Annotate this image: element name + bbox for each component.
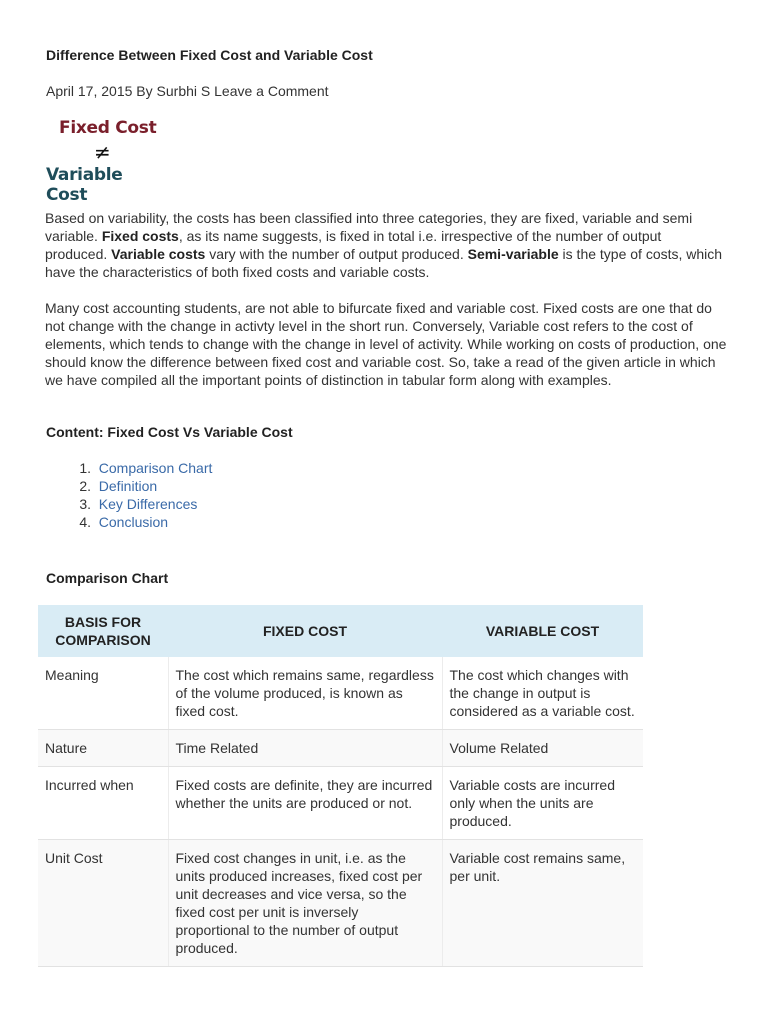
fixed-vs-variable-logo	[46, 113, 166, 205]
intro-bold-semi: Semi-variable	[467, 246, 559, 262]
intro-text-2: , as its name suggests, is fixed in total i.e. irrespective of the number of output produced.	[45, 228, 662, 262]
intro-bold-variable: Variable costs	[111, 246, 206, 262]
table-row	[38, 840, 643, 967]
post-date: April 17, 2015	[46, 83, 133, 99]
row-basis-cell: Unit Cost	[38, 840, 168, 967]
table-row	[38, 730, 643, 767]
intro-bold-fixed: Fixed costs	[101, 228, 179, 244]
toc-item	[46, 513, 212, 531]
toc-number: 2.	[79, 478, 91, 494]
toc-link-conclusion[interactable]: Conclusion	[98, 514, 169, 530]
fixed-cost-cell: The cost which remains same, regardless of the volume produced, is known as fixed cost.	[168, 657, 442, 730]
logo-variable-cost-text: Variable Cost	[46, 165, 123, 205]
toc-link-definition[interactable]: Definition	[98, 478, 158, 494]
toc-number: 1.	[79, 460, 91, 476]
variable-cost-cell: The cost which changes with the change in output is considered as a variable cost.	[442, 657, 643, 730]
comparison-chart-heading: Comparison Chart	[46, 570, 169, 586]
variable-cost-cell: Variable costs are incurred only when the units are produced.	[442, 767, 643, 840]
comparison-table	[38, 605, 643, 967]
toc-link-key-differences[interactable]: Key Differences	[98, 496, 198, 512]
table-of-contents	[46, 459, 212, 531]
intro-text-3: vary with the number of output produced.	[205, 246, 468, 262]
table-header-row	[38, 605, 643, 657]
row-basis-cell: Incurred when	[38, 767, 168, 840]
author-link[interactable]: Surbhi S	[156, 83, 211, 99]
toc-item	[46, 459, 212, 477]
toc-number: 4.	[79, 514, 91, 530]
leave-comment-link[interactable]: Leave a Comment	[214, 83, 329, 99]
header-basis: BASIS FOR COMPARISON	[38, 605, 168, 657]
post-meta	[46, 83, 329, 99]
toc-item	[46, 495, 212, 513]
toc-heading: Content: Fixed Cost Vs Variable Cost	[46, 424, 293, 440]
toc-number: 3.	[79, 496, 91, 512]
toc-link-comparison-chart[interactable]: Comparison Chart	[98, 460, 213, 476]
row-basis-cell: Nature	[38, 730, 168, 767]
header-variable-cost: VARIABLE COST	[442, 605, 643, 657]
row-basis-cell: Meaning	[38, 657, 168, 730]
fixed-cost-cell: Time Related	[168, 730, 442, 767]
fixed-cost-cell: Fixed cost changes in unit, i.e. as the units produced increases, fixed cost per unit decreases and vice versa, so the fixed cost per unit is inversely proportional to the number of output produced.	[168, 840, 442, 967]
header-fixed-cost: FIXED COST	[168, 605, 442, 657]
not-equal-icon: ≠	[94, 140, 111, 164]
second-paragraph: Many cost accounting students, are not able to bifurcate fixed and variable cost. Fixed costs are one that do not change with the change in activty level in the short run. Conversely, Variable cost refers to the cost of elements, which tends to change with the change in level of activity. While working on costs of production, one should know the difference between fixed cost and variable cost. So, take a read of the given article in which we have compiled all the important points of distinction in tabular form along with examples.	[45, 300, 727, 388]
intro-paragraph	[45, 209, 727, 281]
intro-text-4: is the type of costs, which have the characteristics of both fixed costs and variable costs.	[45, 246, 723, 280]
intro-text-1: Based on variability, the costs has been classified into three categories, they are fixed, variable and semi variable.	[45, 210, 693, 244]
logo-fixed-cost-text: Fixed Cost	[59, 118, 157, 138]
variable-cost-cell: Volume Related	[442, 730, 643, 767]
table-row	[38, 657, 643, 730]
post-by: By	[136, 83, 153, 99]
fixed-cost-cell: Fixed costs are definite, they are incurred whether the units are produced or not.	[168, 767, 442, 840]
toc-item	[46, 477, 212, 495]
variable-cost-cell: Variable cost remains same, per unit.	[442, 840, 643, 967]
table-row	[38, 767, 643, 840]
article-title: Difference Between Fixed Cost and Variable Cost	[46, 47, 373, 63]
